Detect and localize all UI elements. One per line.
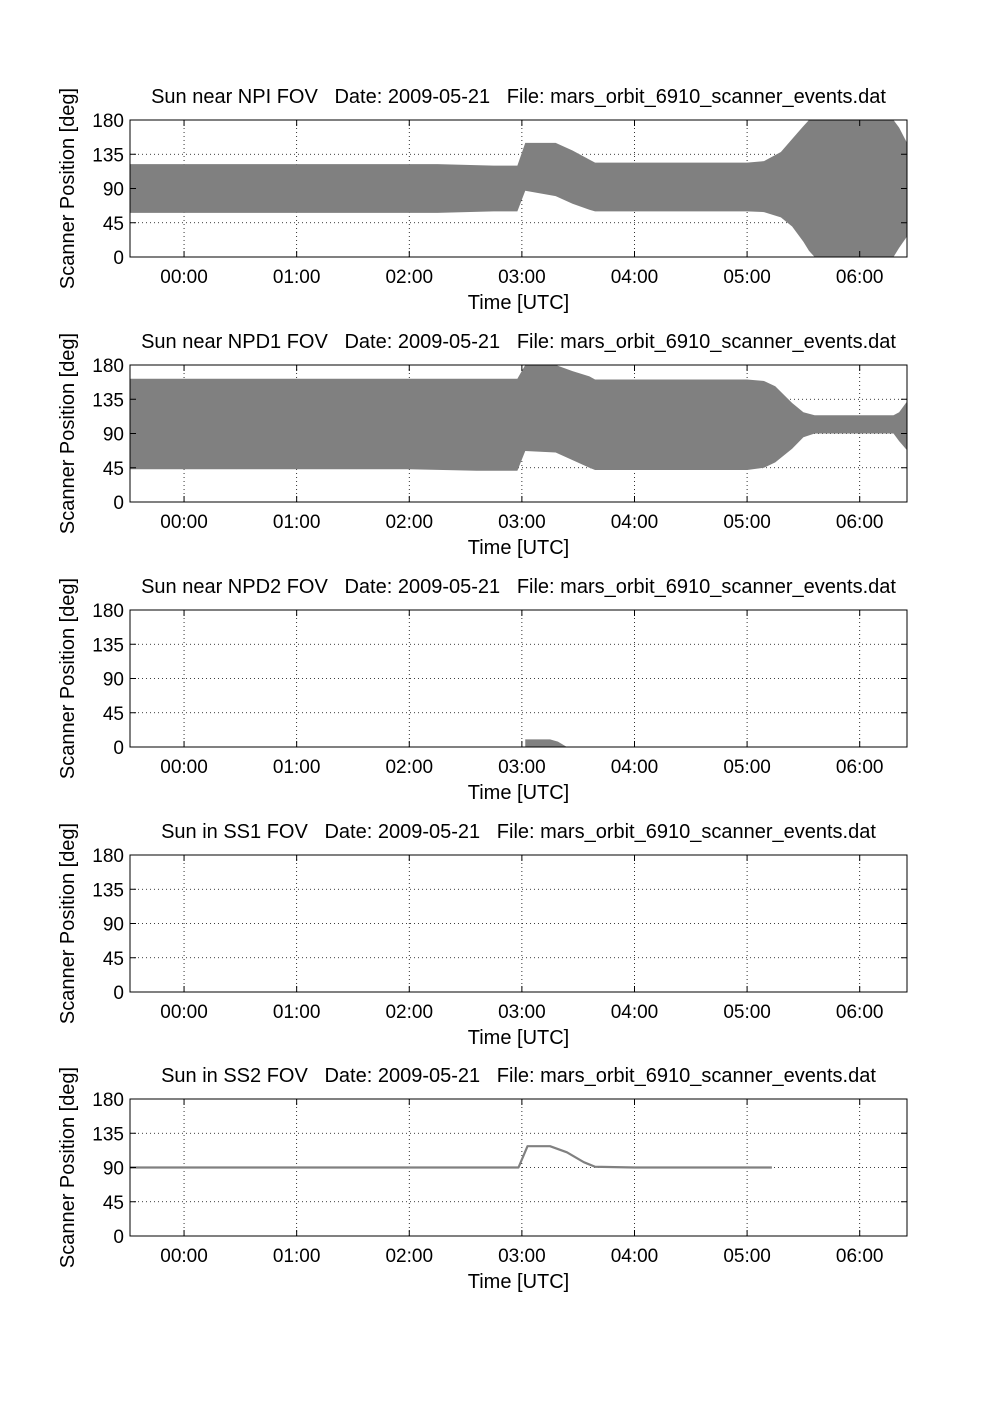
x-axis-label: Time [UTC] xyxy=(467,1027,570,1049)
x-tick-label: 00:00 xyxy=(160,267,208,288)
x-tick-label: 00:00 xyxy=(160,1246,208,1267)
x-tick-label: 01:00 xyxy=(272,1246,321,1267)
x-tick-label: 01:00 xyxy=(272,1002,321,1023)
y-axis-label: Scanner Position [deg] xyxy=(57,577,79,780)
x-axis-label: Time [UTC] xyxy=(467,292,570,314)
x-tick-label: 04:00 xyxy=(610,1246,659,1267)
y-tick-label: 135 xyxy=(92,145,124,167)
x-tick-label: 01:00 xyxy=(272,757,321,778)
y-tick-label: 0 xyxy=(113,1227,124,1248)
x-tick-label: 06:00 xyxy=(835,1002,884,1023)
x-tick-label: 00:00 xyxy=(160,757,208,778)
y-tick-label: 45 xyxy=(102,948,124,970)
x-tick-label: 03:00 xyxy=(498,757,546,778)
chart-title: Sun near NPD2 FOV Date: 2009-05-21 File: mars_orbit_6910_scanner_events.dat xyxy=(141,576,896,598)
y-tick-label: 135 xyxy=(92,635,124,657)
y-tick-label: 90 xyxy=(102,424,124,446)
x-tick-label: 01:00 xyxy=(272,512,321,533)
y-tick-label: 180 xyxy=(92,356,124,377)
x-tick-label: 04:00 xyxy=(610,757,659,778)
x-tick-label: 04:00 xyxy=(610,1002,659,1023)
x-tick-label: 04:00 xyxy=(610,512,659,533)
y-tick-label: 90 xyxy=(102,914,124,936)
x-axis-label: Time [UTC] xyxy=(467,782,570,804)
y-tick-label: 45 xyxy=(102,213,124,235)
x-tick-label: 04:00 xyxy=(610,267,659,288)
x-tick-label: 05:00 xyxy=(723,757,771,778)
y-tick-label: 45 xyxy=(102,458,124,480)
y-axis-label: Scanner Position [deg] xyxy=(57,1066,79,1269)
x-axis-label: Time [UTC] xyxy=(467,1271,570,1293)
x-axis-label: Time [UTC] xyxy=(467,537,570,559)
x-tick-label: 05:00 xyxy=(723,1002,771,1023)
x-tick-label: 06:00 xyxy=(835,512,884,533)
x-tick-label: 03:00 xyxy=(498,1246,546,1267)
x-tick-label: 06:00 xyxy=(835,1246,884,1267)
x-tick-label: 05:00 xyxy=(723,512,771,533)
x-tick-label: 02:00 xyxy=(385,512,434,533)
chart-title: Sun near NPD1 FOV Date: 2009-05-21 File: mars_orbit_6910_scanner_events.dat xyxy=(141,331,896,353)
y-tick-label: 0 xyxy=(113,983,124,1004)
x-tick-label: 06:00 xyxy=(835,757,884,778)
x-tick-label: 02:00 xyxy=(385,757,434,778)
x-tick-label: 03:00 xyxy=(498,267,546,288)
x-tick-label: 00:00 xyxy=(160,512,208,533)
x-tick-label: 02:00 xyxy=(385,1246,434,1267)
y-tick-label: 0 xyxy=(113,493,124,514)
y-axis-label: Scanner Position [deg] xyxy=(57,87,79,290)
x-tick-label: 05:00 xyxy=(723,1246,771,1267)
x-tick-label: 06:00 xyxy=(835,267,884,288)
y-tick-label: 135 xyxy=(92,1124,124,1146)
y-tick-label: 0 xyxy=(113,248,124,269)
x-tick-label: 02:00 xyxy=(385,1002,434,1023)
x-tick-label: 01:00 xyxy=(272,267,321,288)
y-tick-label: 180 xyxy=(92,601,124,622)
y-tick-label: 135 xyxy=(92,390,124,412)
y-tick-label: 0 xyxy=(113,738,124,759)
y-tick-label: 180 xyxy=(92,846,124,867)
y-tick-label: 90 xyxy=(102,669,124,691)
y-axis-label: Scanner Position [deg] xyxy=(57,822,79,1025)
x-tick-label: 03:00 xyxy=(498,512,546,533)
y-axis-label: Scanner Position [deg] xyxy=(57,332,79,535)
y-tick-label: 45 xyxy=(102,1192,124,1214)
chart-title: Sun near NPI FOV Date: 2009-05-21 File: mars_orbit_6910_scanner_events.dat xyxy=(151,86,886,108)
y-tick-label: 180 xyxy=(92,111,124,132)
y-tick-label: 180 xyxy=(92,1090,124,1111)
x-tick-label: 03:00 xyxy=(498,1002,546,1023)
y-tick-label: 90 xyxy=(102,1158,124,1180)
x-tick-label: 05:00 xyxy=(723,267,771,288)
x-tick-label: 00:00 xyxy=(160,1002,208,1023)
y-tick-label: 90 xyxy=(102,179,124,201)
y-tick-label: 135 xyxy=(92,880,124,902)
chart-title: Sun in SS2 FOV Date: 2009-05-21 File: mars_orbit_6910_scanner_events.dat xyxy=(161,1065,876,1087)
x-tick-label: 02:00 xyxy=(385,267,434,288)
chart-title: Sun in SS1 FOV Date: 2009-05-21 File: mars_orbit_6910_scanner_events.dat xyxy=(161,821,876,843)
y-tick-label: 45 xyxy=(102,703,124,725)
